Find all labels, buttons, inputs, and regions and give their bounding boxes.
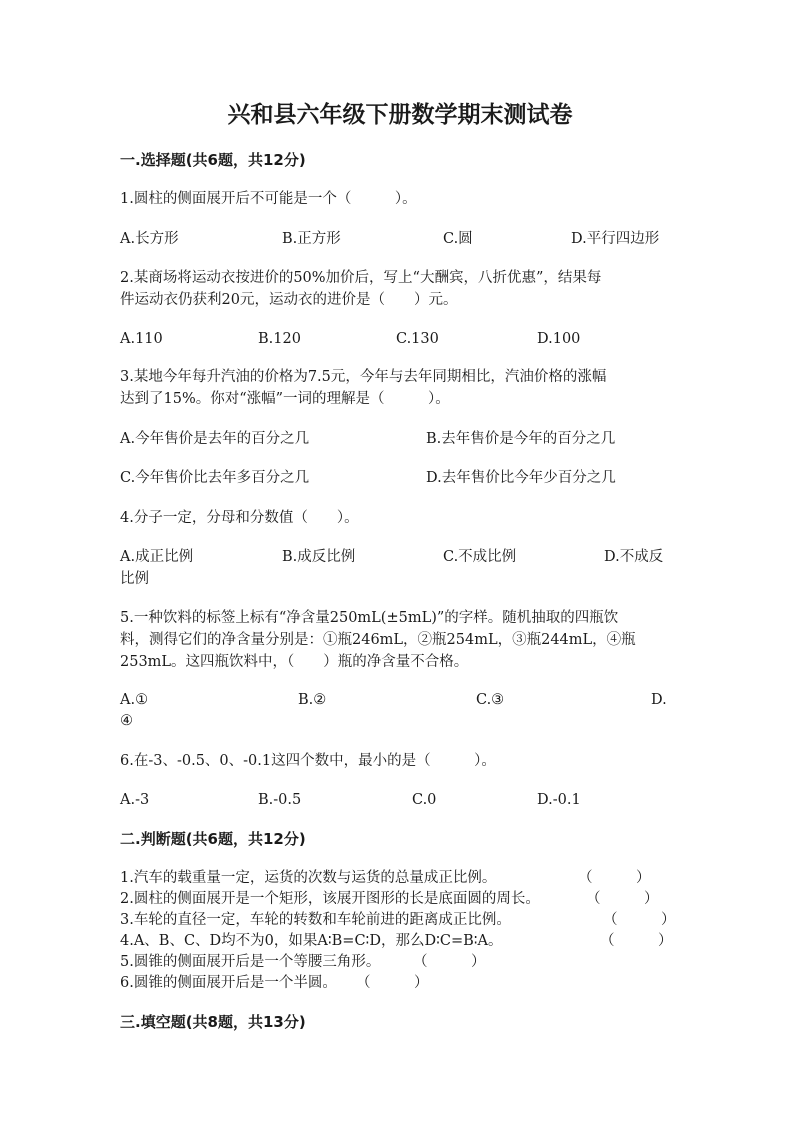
option-b: B.正方形 xyxy=(282,231,341,247)
question-text: 3.某地今年每升汽油的价格为7.5元，今年与去年同期相比，汽油价格的涨幅 xyxy=(120,369,607,385)
option-c: C.130 xyxy=(396,331,439,347)
option-a: A.长方形 xyxy=(120,231,179,247)
question-text: 4.分子一定，分母和分数值（ ）。 xyxy=(120,510,359,526)
judgment-item: 1.汽车的载重量一定，运货的次数与运货的总量成正比例。 xyxy=(120,870,497,886)
option-a: A.成正比例 xyxy=(120,549,194,565)
option-b: B.-0.5 xyxy=(258,792,302,808)
judgment-item: 6.圆锥的侧面展开后是一个半圆。 xyxy=(120,975,337,991)
judgment-item: 4.A、B、C、D均不为0，如果A∶B=C∶D，那么D∶C=B∶A。 xyxy=(120,933,503,949)
option-a: A.今年售价是去年的百分之几 xyxy=(120,431,310,447)
option-d: D.-0.1 xyxy=(537,792,581,808)
option-d: D. xyxy=(651,692,667,708)
option-c: C.今年售价比去年多百分之几 xyxy=(120,470,310,486)
option-a: A.-3 xyxy=(120,792,150,808)
judgment-item: 2.圆柱的侧面展开是一个矩形，该展开图形的长是底面圆的周长。 xyxy=(120,891,540,907)
option-b: B.② xyxy=(298,692,327,708)
page-title: 兴和县六年级下册数学期末测试卷 xyxy=(227,102,573,128)
question-text: 达到了15%。你对“涨幅”一词的理解是（ ）。 xyxy=(120,391,450,407)
answer-blank: （ ） xyxy=(586,891,659,907)
option-c: C.0 xyxy=(412,792,437,808)
question-text: 2.某商场将运动衣按进价的50%加价后，写上“大酬宾，八折优惠”，结果每 xyxy=(120,270,602,286)
option-d: D.不成反 xyxy=(604,549,664,565)
answer-blank: （ ） xyxy=(356,975,429,991)
option-b: B.120 xyxy=(258,331,301,347)
question-text: 253mL。这四瓶饮料中，（ ）瓶的净含量不合格。 xyxy=(120,654,469,670)
option-d-continued: 比例 xyxy=(120,571,149,587)
option-c: C.不成比例 xyxy=(443,549,517,565)
option-d: D.去年售价比今年少百分之几 xyxy=(426,470,616,486)
answer-blank: （ ） xyxy=(413,954,486,970)
option-c: C.圆 xyxy=(443,231,473,247)
judgment-item: 5.圆锥的侧面展开后是一个等腰三角形。 xyxy=(120,954,381,970)
answer-blank: （ ） xyxy=(578,870,651,886)
option-d: D.平行四边形 xyxy=(571,231,660,247)
section-heading-choice: 一.选择题(共6题，共12分) xyxy=(120,151,306,169)
option-b: B.成反比例 xyxy=(282,549,356,565)
judgment-item: 3.车轮的直径一定，车轮的转数和车轮前进的距离成正比例。 xyxy=(120,912,511,928)
option-d: D.100 xyxy=(537,331,581,347)
option-a: A.① xyxy=(120,692,149,708)
section-heading-fill: 三.填空题(共8题，共13分) xyxy=(120,1013,306,1031)
answer-blank: （ ） xyxy=(600,933,673,949)
option-b: B.去年售价是今年的百分之几 xyxy=(426,431,616,447)
option-d-continued: ④ xyxy=(120,713,133,729)
answer-blank: （ ） xyxy=(603,912,676,928)
question-text: 5.一种饮料的标签上标有“净含量250mL(±5mL)”的字样。随机抽取的四瓶饮 xyxy=(120,610,619,626)
section-heading-judgment: 二.判断题(共6题，共12分) xyxy=(120,830,306,848)
option-c: C.③ xyxy=(476,692,505,708)
question-text: 6.在-3、-0.5、0、-0.1这四个数中，最小的是（ ）。 xyxy=(120,753,496,769)
question-text: 1.圆柱的侧面展开后不可能是一个（ ）。 xyxy=(120,191,417,207)
question-text: 料，测得它们的净含量分别是：①瓶246mL，②瓶254mL，③瓶244mL，④瓶 xyxy=(120,632,636,648)
option-a: A.110 xyxy=(120,331,163,347)
question-text: 件运动衣仍获利20元，运动衣的进价是（ ）元。 xyxy=(120,292,458,308)
